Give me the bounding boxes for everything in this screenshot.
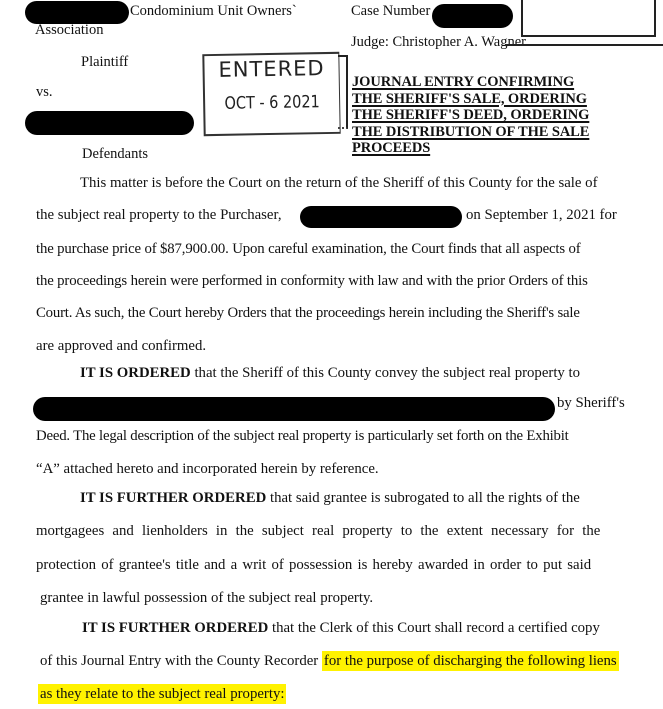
title-line-4: THE DISTRIBUTION OF THE SALE <box>352 123 590 140</box>
p4-line-2 <box>40 653 619 670</box>
document-title <box>352 74 589 157</box>
p3-line-1 <box>80 490 580 507</box>
highlighted-text-subject-property: as they relate to the subject real property: <box>40 686 285 702</box>
case-number-label: Case Number <box>351 3 431 19</box>
p1-line-6: are approved and confirmed. <box>36 338 207 354</box>
p2-line-1-rest: that the Sheriff of this County convey the subject real property to <box>190 365 581 381</box>
plaintiff-label: Plaintiff <box>81 54 129 70</box>
p1-line-2-before: the subject real property to the Purchaser, <box>36 207 282 223</box>
p1-line-2-after: on September 1, 2021 for <box>466 207 617 223</box>
versus-label: vs. <box>36 84 53 100</box>
p2-line-4: “A” attached hereto and incorporated herein by reference. <box>36 461 379 477</box>
p3-bold-lead: IT IS FURTHER ORDERED <box>80 490 267 506</box>
title-line-5: PROCEEDS <box>352 140 431 156</box>
title-line-3: THE SHERIFF'S DEED, ORDERING <box>352 107 590 123</box>
p3-line-2: mortgagees and lienholders in the subject real property to the extent necessary for the <box>36 523 601 539</box>
p2-bold-lead: IT IS ORDERED <box>80 365 191 381</box>
filing-box <box>521 0 656 37</box>
p2-line-2-after: by Sheriff's <box>557 395 625 411</box>
p2-line-1 <box>80 365 580 382</box>
title-line-1: JOURNAL ENTRY CONFIRMING <box>352 74 575 90</box>
filing-box-rule <box>505 44 663 46</box>
redacted-plaintiff-name <box>25 1 129 24</box>
entered-stamp <box>202 52 340 136</box>
caption-bracket <box>338 55 348 129</box>
defendants-label: Defendants <box>82 146 149 162</box>
p4-line-1-rest: that the Clerk of this Court shall record a certified copy <box>268 620 600 636</box>
p4-line-3 <box>38 686 286 703</box>
p4-bold-lead: IT IS FURTHER ORDERED <box>82 620 269 636</box>
stamp-title: ENTERED <box>218 56 325 82</box>
p1-line-1: This matter is before the Court on the return of the Sheriff of this County for the sale of <box>80 175 598 191</box>
redacted-defendant-name <box>25 111 194 135</box>
p1-line-5: Court. As such, the Court hereby Orders that the proceedings herein including the Sheriff's sale <box>36 305 580 321</box>
plaintiff-name-line2: Association <box>35 22 104 38</box>
p3-line-4: grantee in lawful possession of the subject real property. <box>40 590 374 606</box>
p3-line-3: protection of grantee's title and a writ of possession is hereby awarded in order to put said <box>36 557 592 573</box>
plaintiff-name-suffix: Condominium Unit Owners` <box>130 3 297 19</box>
redacted-grantee-name <box>33 397 555 421</box>
p1-line-4: the proceedings herein were performed in conformity with law and with the prior Orders of this <box>36 273 588 289</box>
p4-line-2-before: of this Journal Entry with the County Recorder <box>40 653 322 669</box>
p3-line-1-rest: that said grantee is subrogated to all the rights of the <box>266 490 580 506</box>
p2-line-3: Deed. The legal description of the subject real property is particularly set forth on the Exhibit <box>36 428 569 444</box>
p4-line-1 <box>82 620 600 637</box>
stamp-date: OCT - 6 2021 <box>224 92 320 114</box>
redacted-purchaser-name <box>300 206 462 228</box>
p1-line-3: the purchase price of $87,900.00. Upon careful examination, the Court finds that all aspects of <box>36 241 581 257</box>
redacted-case-number <box>432 4 513 28</box>
title-line-2: THE SHERIFF'S SALE, ORDERING <box>352 90 587 107</box>
judge-label: Judge: Christopher A. Wagner <box>351 34 526 50</box>
highlighted-text-liens: for the purpose of discharging the following liens <box>323 653 617 669</box>
